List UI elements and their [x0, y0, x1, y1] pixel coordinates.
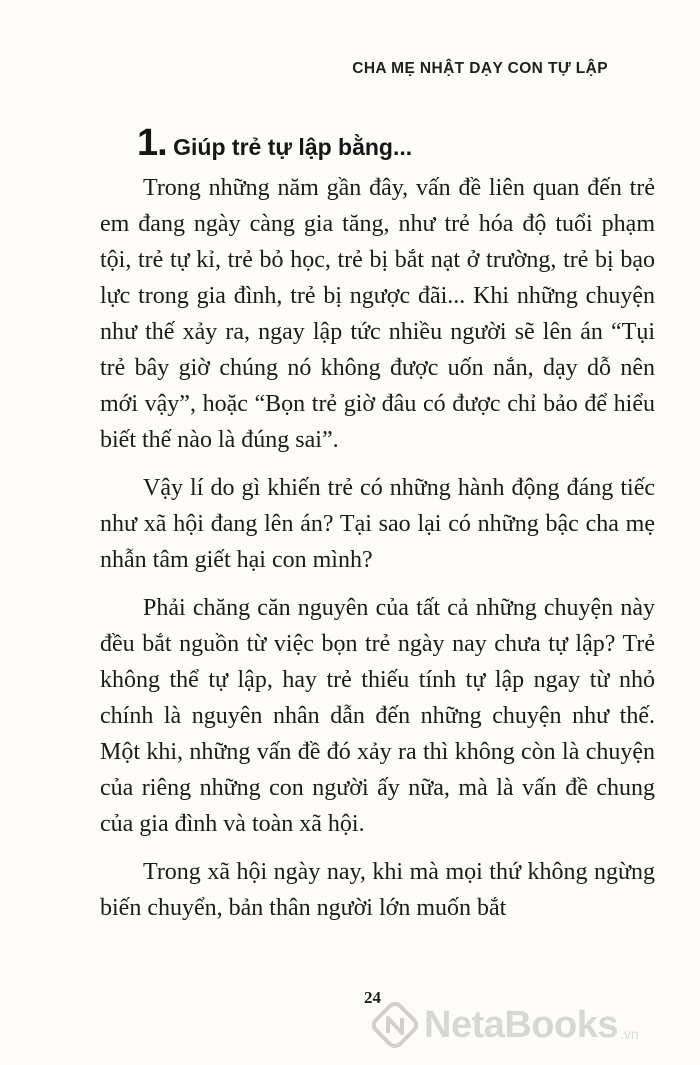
netabooks-watermark: [372, 1002, 639, 1048]
paragraph: Trong những năm gần đây, vấn đề liên quan đến trẻ em đang ngày càng gia tăng, như trẻ hóa độ tuổi phạm tội, trẻ tự kỉ, trẻ bỏ học, trẻ bị bắt nạt ở trường, trẻ bị bạo lực trong gia đình, trẻ bị ngược đãi... Khi những chuyện như thế xảy ra, ngay lập tức nhiều người sẽ lên án “Tụi trẻ bây giờ chúng nó không được uốn nắn, dạy dỗ nên mới vậy”, hoặc “Bọn trẻ giờ đâu có được chỉ bảo để hiểu biết thế nào là đúng sai”.: [100, 175, 655, 453]
watermark-domain: .vn: [620, 1026, 639, 1042]
paragraph: Vậy lí do gì khiến trẻ có những hành động đáng tiếc như xã hội đang lên án? Tại sao lại có những bậc cha mẹ nhẫn tâm giết hại con mình?: [100, 475, 655, 573]
body-text: [100, 170, 655, 938]
running-header: CHA MẸ NHẬT DẠY CON TỰ LẬP: [352, 60, 608, 77]
paragraph: Trong xã hội ngày nay, khi mà mọi thứ không ngừng biến chuyển, bản thân người lớn muốn bắt: [100, 859, 655, 921]
section-number: 1.: [137, 122, 167, 164]
page-number: 24: [364, 988, 381, 1007]
watermark-brand: NetaBooks: [424, 1003, 618, 1046]
netabooks-logo-icon: [372, 1002, 418, 1048]
paragraph: Phải chăng căn nguyên của tất cả những chuyện này đều bắt nguồn từ việc bọn trẻ ngày nay chưa tự lập? Trẻ không thể tự lập, hay trẻ thiếu tính tự lập ngay từ nhỏ chính là nguyên nhân dẫn đến những chuyện như thế. Một khi, những vấn đề đó xảy ra thì không còn là chuyện của riêng những con người ấy nữa, mà là vấn đề chung của gia đình và toàn xã hội.: [100, 595, 655, 837]
section-heading: [137, 122, 412, 165]
section-title: Giúp trẻ tự lập bằng...: [173, 134, 413, 160]
